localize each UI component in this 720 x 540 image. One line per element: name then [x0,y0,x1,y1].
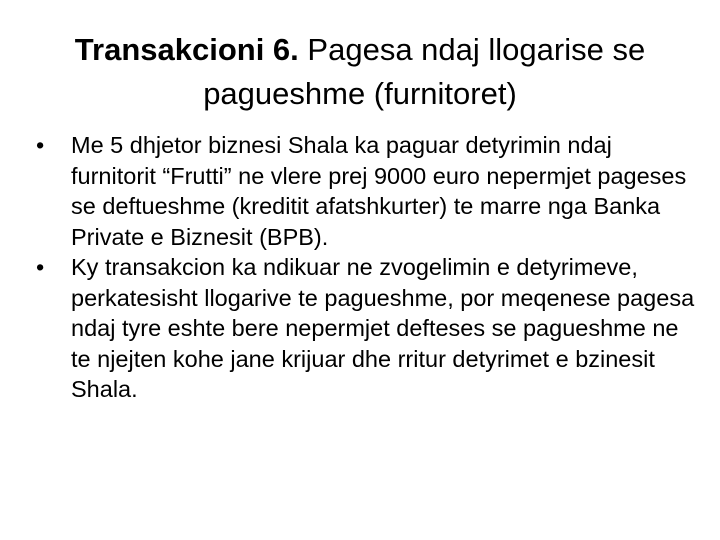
bullet-list [36,130,696,405]
bullet-marker: • [36,132,45,158]
bullet-item [36,252,696,405]
bullet-marker: • [36,254,45,280]
bullet-item [36,130,696,252]
slide-title-line2: pagueshme (furnitoret) [203,76,517,111]
slide-title [30,28,690,116]
bullet-text: Ky transakcion ka ndikuar ne zvogelimin e detyrimeve, perkatesisht llogarive te pagueshme, por meqenese pagesa ndaj tyre eshte bere nepermjet defteses se pagueshme ne te njejten kohe jane krijuar dhe rritur detyrimet e bzinesit Shala. [71,254,695,402]
bullet-text: Me 5 dhjetor biznesi Shala ka paguar detyrimin ndaj furnitorit “Frutti” ne vlere prej 9000 euro nepermjet pageses se deftueshme (kreditit afatshkurter) te marre nga Banka Private e Biznesit (BPB). [71,132,687,250]
slide-title-rest: Pagesa ndaj llogarise se [307,32,646,67]
slide-title-bold: Transakcioni 6. [74,32,299,67]
